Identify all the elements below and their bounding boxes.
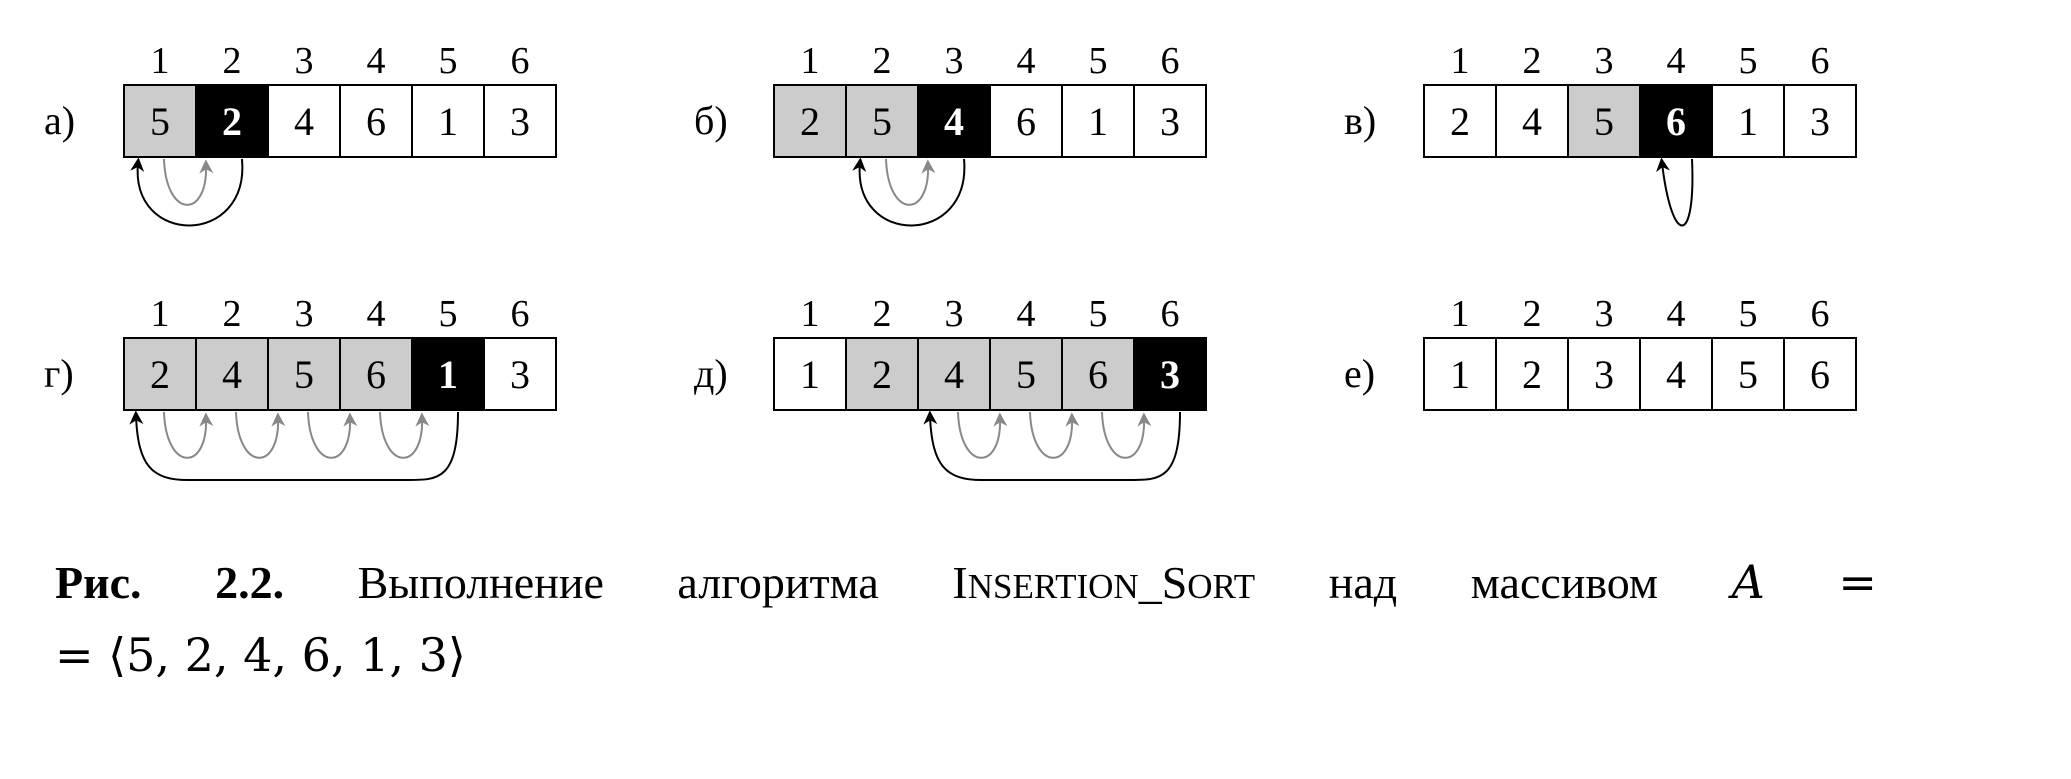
cell-value: 6	[366, 352, 386, 397]
index-label: 2	[222, 293, 242, 335]
index-label: 5	[1738, 40, 1758, 82]
cell-value: 5	[1738, 352, 1758, 397]
cell-value: 5	[1594, 99, 1614, 144]
panel-label: д)	[694, 351, 728, 396]
index-label: 1	[150, 40, 170, 82]
cell-value: 1	[800, 352, 820, 397]
shift-arrow	[1102, 412, 1144, 458]
shift-arrow	[164, 159, 206, 205]
index-label: 6	[1160, 40, 1180, 82]
shift-arrow	[380, 412, 422, 458]
array-panel	[44, 40, 556, 226]
index-label: 4	[1666, 293, 1686, 335]
insert-arrow	[860, 159, 965, 226]
shift-arrow	[236, 412, 278, 458]
caption-word-1: Выполнение	[357, 557, 604, 608]
cell-value: 2	[1450, 99, 1470, 144]
cell-value: 4	[222, 352, 242, 397]
index-label: 6	[1160, 293, 1180, 335]
cell-value: 5	[294, 352, 314, 397]
cell-value: 5	[872, 99, 892, 144]
cell-value: 4	[944, 352, 964, 397]
panel-label: в)	[1344, 98, 1377, 143]
cell-value: 4	[1522, 99, 1542, 144]
index-label: 5	[1738, 293, 1758, 335]
fig-label: Рис.	[55, 557, 142, 608]
panel-label: а)	[44, 98, 76, 143]
cell-value: 2	[872, 352, 892, 397]
cell-value: 1	[438, 352, 458, 397]
caption-fig-label	[55, 556, 142, 609]
index-label: 2	[1522, 40, 1542, 82]
index-label: 3	[294, 40, 314, 82]
index-label: 1	[150, 293, 170, 335]
caption-word-3: над	[1328, 557, 1398, 608]
index-label: 5	[1088, 293, 1108, 335]
cell-value: 1	[438, 99, 458, 144]
cell-value: 6	[1016, 99, 1036, 144]
array-panel	[1344, 293, 1856, 410]
array-panel	[694, 293, 1206, 480]
index-label: 4	[366, 40, 386, 82]
cell-value: 2	[150, 352, 170, 397]
index-label: 4	[1016, 40, 1036, 82]
cell-value: 4	[1666, 352, 1686, 397]
caption-word-2: алгоритма	[677, 557, 879, 608]
cell-value: 1	[1450, 352, 1470, 397]
caption-line-1	[55, 555, 1877, 609]
insert-arrow	[138, 159, 243, 226]
shift-arrow	[1030, 412, 1072, 458]
index-label: 3	[294, 293, 314, 335]
index-label: 5	[438, 293, 458, 335]
cell-value: 4	[944, 99, 964, 144]
array-panel	[44, 293, 556, 480]
index-label: 1	[800, 40, 820, 82]
index-label: 6	[1810, 293, 1830, 335]
insert-arrow	[1662, 159, 1692, 226]
fig-number: 2.2.	[215, 557, 285, 608]
shift-arrow	[886, 159, 928, 205]
cell-value: 6	[1666, 99, 1686, 144]
index-label: 5	[1088, 40, 1108, 82]
array-panel	[1344, 40, 1856, 226]
index-label: 4	[366, 293, 386, 335]
equals-sign: =	[1838, 555, 1877, 609]
index-label: 2	[872, 40, 892, 82]
insert-arrow	[930, 412, 1180, 480]
index-label: 2	[222, 40, 242, 82]
index-label: 6	[510, 293, 530, 335]
index-label: 6	[510, 40, 530, 82]
shift-arrow	[164, 412, 206, 458]
cell-value: 1	[1738, 99, 1758, 144]
cell-value: 6	[1810, 352, 1830, 397]
cell-value: 3	[1810, 99, 1830, 144]
array-variable: A	[1731, 555, 1765, 609]
cell-value: 3	[1594, 352, 1614, 397]
panel-label: е)	[1344, 351, 1376, 396]
cell-value: 3	[1160, 352, 1180, 397]
cell-value: 1	[1088, 99, 1108, 144]
panel-label: б)	[694, 98, 728, 143]
index-label: 1	[1450, 293, 1470, 335]
index-label: 3	[1594, 293, 1614, 335]
cell-value: 3	[1160, 99, 1180, 144]
cell-value: 3	[510, 352, 530, 397]
cell-value: 4	[294, 99, 314, 144]
index-label: 2	[872, 293, 892, 335]
caption-line-2	[55, 628, 466, 682]
cell-value: 2	[1522, 352, 1542, 397]
panel-label: г)	[44, 351, 74, 396]
index-label: 2	[1522, 293, 1542, 335]
cell-value: 2	[800, 99, 820, 144]
shift-arrow	[958, 412, 1000, 458]
algorithm-name: INSERTION_SORT	[952, 557, 1256, 608]
index-label: 3	[1594, 40, 1614, 82]
shift-arrow	[308, 412, 350, 458]
index-label: 1	[1450, 40, 1470, 82]
index-label: 4	[1666, 40, 1686, 82]
array-values: = ⟨5, 2, 4, 6, 1, 3⟩	[55, 628, 466, 682]
cell-value: 5	[1016, 352, 1036, 397]
index-label: 3	[944, 293, 964, 335]
caption-word-4: массивом	[1470, 557, 1659, 608]
index-label: 3	[944, 40, 964, 82]
index-label: 4	[1016, 293, 1036, 335]
index-label: 6	[1810, 40, 1830, 82]
cell-value: 5	[150, 99, 170, 144]
index-label: 5	[438, 40, 458, 82]
cell-value: 2	[222, 99, 242, 144]
index-label: 1	[800, 293, 820, 335]
insert-arrow	[136, 412, 458, 480]
cell-value: 3	[510, 99, 530, 144]
cell-value: 6	[366, 99, 386, 144]
array-panel	[694, 40, 1206, 226]
cell-value: 6	[1088, 352, 1108, 397]
